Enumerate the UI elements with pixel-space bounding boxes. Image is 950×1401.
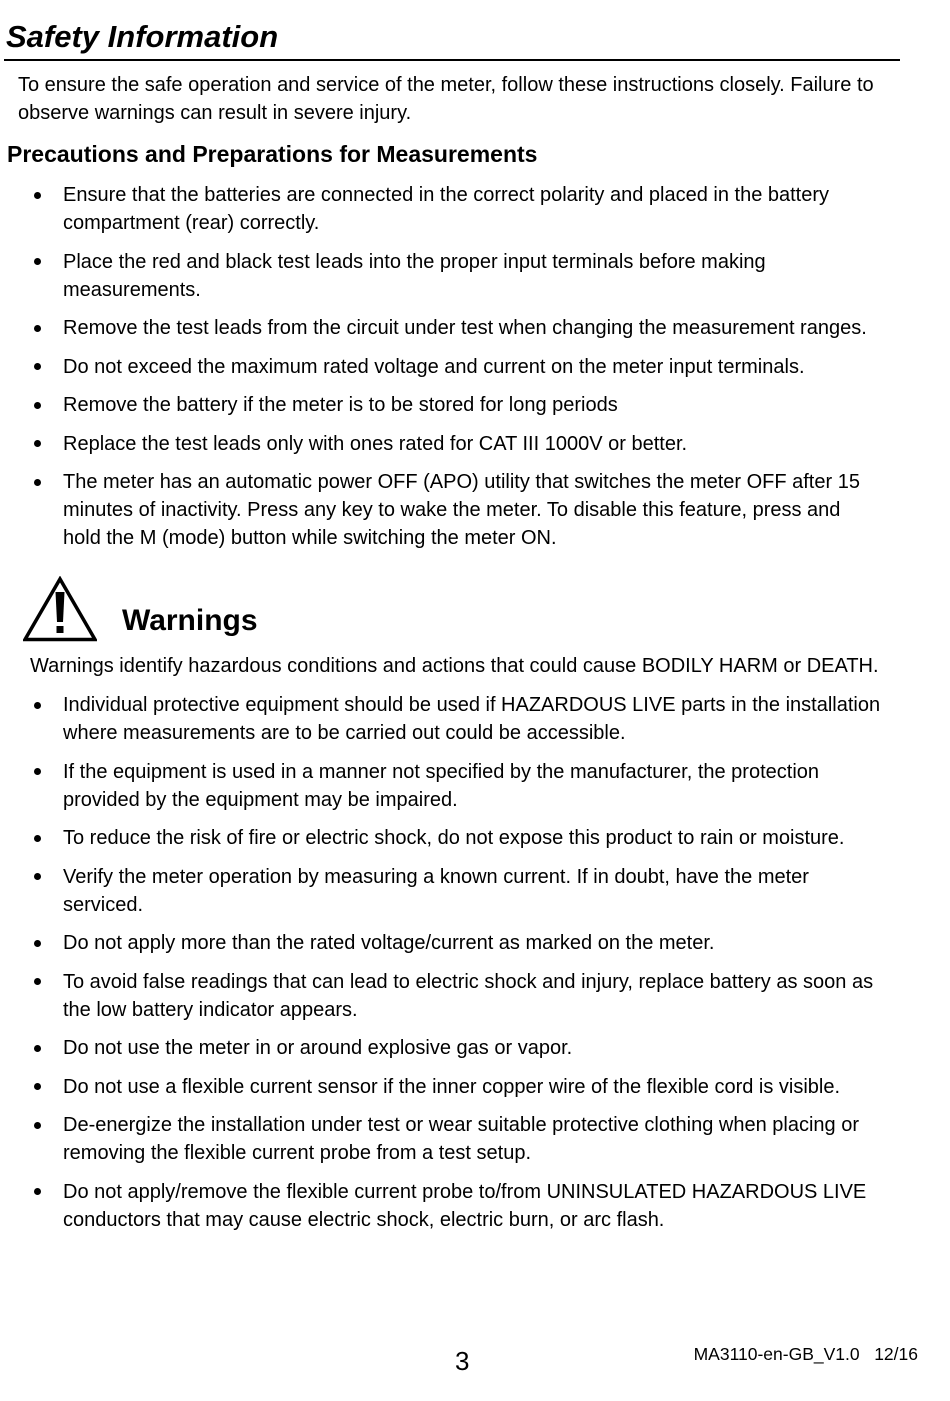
precaution-item: [63, 391, 867, 419]
warning-item-text: removing the flexible current probe from a test setup.: [63, 1142, 532, 1164]
bullet: [34, 325, 41, 332]
warning-item-text: conductors that may cause electric shock, electric burn, or arc flash.: [63, 1208, 665, 1231]
precaution-item: [63, 314, 867, 342]
warning-item-text: Do not use the meter in or around explosive gas or vapor.: [63, 1037, 573, 1059]
precautions-heading: Precautions and Preparations for Measurements: [7, 141, 538, 167]
bullet: [34, 768, 41, 775]
intro-line: observe warnings can result in severe injury.: [18, 102, 412, 124]
bullet: [34, 702, 41, 709]
warning-item: [63, 758, 880, 814]
exclamation-bar: [56, 592, 65, 622]
warning-item-text: Do not apply/remove the flexible current probe to/from UNINSULATED HAZARDOUS LIVE: [63, 1180, 867, 1203]
warning-item: [63, 1034, 880, 1062]
warning-item-text: Individual protective equipment should be used if HAZARDOUS LIVE parts in the installation: [63, 694, 881, 716]
warning-triangle-icon: [23, 576, 97, 642]
exclamation-dot: [57, 626, 64, 633]
precaution-item-text: The meter has an automatic power OFF (APO) utility that switches the meter OFF after 15: [63, 471, 860, 493]
precaution-item-text: Remove the battery if the meter is to be stored for long periods: [63, 394, 618, 416]
warning-item-text: De-energize the installation under test or wear suitable protective clothing when placing or: [63, 1114, 860, 1136]
precaution-item: [63, 353, 867, 381]
warning-item-text: Do not apply more than the rated voltage/current as marked on the meter.: [63, 932, 715, 954]
warning-item: [63, 929, 880, 957]
warning-item: [63, 1111, 880, 1167]
bullet: [34, 363, 41, 370]
intro-line: To ensure the safe operation and service of the meter, follow these instructions closely. Failure to: [18, 74, 874, 96]
warning-item-text: the low battery indicator appears.: [63, 998, 358, 1021]
bullet: [34, 192, 41, 199]
precaution-item-text: Ensure that the batteries are connected in the correct polarity and placed in the battery: [63, 184, 830, 206]
precaution-item-text: Do not exceed the maximum rated voltage and current on the meter input terminals.: [63, 355, 805, 378]
intro-paragraph: [18, 71, 874, 127]
precautions-list: [63, 181, 867, 563]
warning-item-text: To reduce the risk of fire or electric shock, do not expose this product to rain or moisture.: [63, 827, 845, 849]
precaution-item-text: measurements.: [63, 278, 201, 301]
warning-item-text: where measurements are to be carried out could be accessible.: [63, 722, 626, 744]
warning-item-text: provided by the equipment may be impaired.: [63, 788, 458, 811]
bullet: [34, 1045, 41, 1052]
bullet: [34, 258, 41, 265]
precaution-item: [63, 468, 867, 552]
warning-item: [63, 691, 880, 747]
page-title: Safety Information: [6, 19, 279, 54]
warning-item: [63, 863, 880, 919]
warning-item-text: Verify the meter operation by measuring a known current. If in doubt, have the meter: [63, 865, 809, 888]
precaution-item-text: compartment (rear) correctly.: [63, 212, 320, 234]
precaution-item-text: hold the M (mode) button while switching the meter ON.: [63, 527, 557, 549]
warnings-intro: [30, 652, 879, 680]
bullet: [34, 1122, 41, 1129]
warning-item-text: serviced.: [63, 893, 144, 916]
precaution-item: [63, 248, 867, 304]
warnings-intro-text: Warnings identify hazardous conditions and actions that could cause BODILY HARM or DEATH.: [30, 655, 879, 677]
warning-item-text: Do not use a flexible current sensor if the inner copper wire of the flexible cord is visible.: [63, 1075, 841, 1098]
bullet: [34, 835, 41, 842]
precaution-item: [63, 430, 867, 458]
precaution-item-text: Replace the test leads only with ones rated for CAT III 1000V or better.: [63, 432, 688, 455]
precaution-item: [63, 181, 867, 237]
precaution-item-text: Remove the test leads from the circuit under test when changing the measurement ranges.: [63, 317, 867, 339]
page-number: 3: [455, 1346, 470, 1376]
warning-item: [63, 824, 880, 852]
bullet: [34, 978, 41, 985]
warning-item-text: To avoid false readings that can lead to electric shock and injury, replace battery as soon as: [63, 970, 874, 993]
warning-item: [63, 1073, 880, 1101]
bullet: [34, 402, 41, 409]
warning-item: [63, 968, 880, 1024]
bullet: [34, 873, 41, 880]
warning-item-text: If the equipment is used in a manner not specified by the manufacturer, the protection: [63, 760, 820, 783]
bullet: [34, 440, 41, 447]
document-code: MA3110-en-GB_V1.0 12/16: [693, 1344, 918, 1364]
bullet: [34, 479, 41, 486]
warning-item: [63, 1178, 880, 1234]
precaution-item-text: Place the red and black test leads into the proper input terminals before making: [63, 250, 766, 273]
bullet: [34, 1188, 41, 1195]
bullet: [34, 940, 41, 947]
precaution-item-text: minutes of inactivity. Press any key to wake the meter. To disable this feature, press and: [63, 499, 841, 521]
bullet: [34, 1083, 41, 1090]
title-underline: [4, 59, 900, 61]
warnings-list: [63, 691, 880, 1244]
warnings-heading: Warnings: [122, 604, 258, 637]
